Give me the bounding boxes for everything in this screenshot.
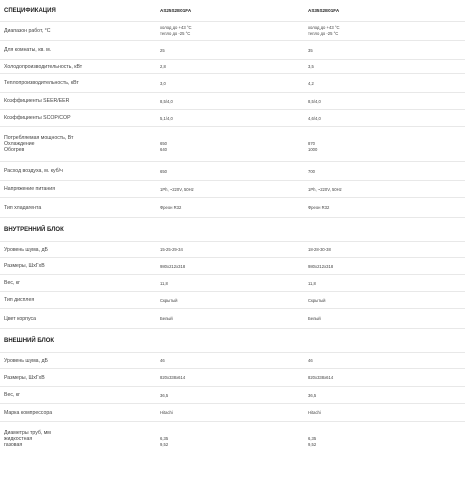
row-label: Вес, кг — [4, 392, 20, 398]
table-row — [0, 387, 465, 404]
value-line: 6,35 — [160, 436, 169, 441]
row-value-1: 1Ph, ~220V, 50Hz — [160, 186, 194, 192]
spec-title: СПЕЦИФИКАЦИЯ — [4, 7, 56, 14]
row-label: Цвет корпуса — [4, 315, 36, 322]
row-value-2: 8,5/4,0 — [308, 98, 321, 104]
row-value-2: 11,8 — [308, 280, 316, 286]
row-value-1: 25 — [160, 47, 165, 53]
row-value-1: 36,5 — [160, 392, 169, 398]
row-label — [4, 127, 144, 161]
row-value-1: 15-25-29-34 — [160, 247, 183, 252]
row-value-2: 3,5 — [308, 64, 314, 69]
row-label: Расход воздуха, м. куб/ч — [4, 168, 63, 174]
table-row — [0, 41, 465, 60]
value-line: 870 — [308, 141, 315, 146]
value-line: 6,35 — [308, 436, 317, 441]
row-value-1 — [160, 422, 300, 456]
label-line: Потребляемая мощность, Вт — [4, 135, 74, 141]
row-label: Вес, кг — [4, 280, 20, 286]
row-value-1: 650 — [160, 168, 167, 174]
model-1-name: AS25S2E01FA — [160, 8, 192, 13]
table-row — [0, 258, 465, 275]
table-row — [0, 369, 465, 387]
row-value-1: 46 — [160, 358, 165, 363]
table-row — [0, 275, 465, 292]
model-2-name: AS35S2E01FA — [308, 8, 340, 13]
row-value-2: 18-28-30-38 — [308, 247, 331, 252]
table-row — [0, 74, 465, 93]
row-value-2: 4,2 — [308, 80, 314, 86]
label-line: жидкостная — [4, 436, 33, 442]
table-row — [0, 93, 465, 110]
row-label: Тип дисплея — [4, 297, 35, 303]
table-row — [0, 22, 465, 41]
table-row — [0, 162, 465, 181]
row-label: Марка компрессора — [4, 409, 53, 416]
row-label: Коэффициенты SCOP/COP — [4, 115, 71, 121]
value-line: 650 — [160, 141, 167, 146]
row-label: Диапазон работ, °С — [4, 28, 51, 34]
label-line: Охлаждение — [4, 141, 35, 147]
row-value-2: 4,6/4,0 — [308, 115, 321, 121]
row-label: Для комнаты, кв. м. — [4, 47, 52, 53]
row-value-2 — [308, 422, 458, 456]
table-row — [0, 198, 465, 218]
row-label: Уровень шума, дБ — [4, 357, 48, 364]
row-value-1: 820x338x614 — [160, 375, 186, 380]
row-value-2: 35 — [308, 47, 313, 53]
row-value-1: 11,8 — [160, 280, 168, 286]
row-value-1: Скрытый — [160, 297, 178, 303]
row-value-2 — [308, 127, 458, 161]
row-label: Размеры, ШхГхВ — [4, 263, 45, 269]
value-line: 9,52 — [308, 442, 317, 447]
value-line: тепло до -25 °С — [308, 31, 339, 36]
row-value-1: 2,8 — [160, 64, 166, 69]
table-row — [0, 404, 465, 422]
row-value-2: 980x212x318 — [308, 263, 334, 269]
label-line: Диаметры труб, мм — [4, 430, 51, 436]
row-value-2: Hitachi — [308, 410, 321, 415]
row-value-1: 8,5/4,0 — [160, 98, 173, 104]
row-value-2 — [308, 22, 458, 40]
section-header-indoor — [0, 218, 465, 242]
section-title: ВНУТРЕННИЙ БЛОК — [4, 226, 64, 233]
row-value-2: Белый — [308, 316, 321, 321]
row-value-1: Hitachi — [160, 410, 173, 415]
value-line: 640 — [160, 147, 167, 152]
section-title: ВНЕШНИЙ БЛОК — [4, 337, 55, 344]
table-row — [0, 60, 465, 74]
section-header-outdoor — [0, 329, 465, 353]
row-label: Тип хладагента — [4, 204, 42, 211]
value-line: тепло до -25 °С — [160, 31, 191, 36]
value-line: 1000 — [308, 147, 318, 152]
row-label: Коэффициенты SEER/EER — [4, 98, 70, 104]
table-row — [0, 353, 465, 369]
value-line: холод до +43 °С — [308, 25, 340, 30]
row-label: Размеры, ШхГхВ — [4, 374, 45, 381]
row-value-2: 820x338x614 — [308, 375, 334, 380]
spec-header-row — [0, 0, 465, 22]
value-line: холод до +43 °С — [160, 25, 192, 30]
row-value-2: 36,5 — [308, 392, 317, 398]
table-row — [0, 242, 465, 258]
row-label: Холодопроизводительность, кВт — [4, 63, 83, 70]
row-value-1: Фреон R32 — [160, 205, 182, 210]
row-value-2: 46 — [308, 358, 313, 363]
row-value-1: 980x212x318 — [160, 263, 186, 269]
table-row — [0, 181, 465, 198]
row-value-2: Фреон R32 — [308, 205, 330, 210]
table-row — [0, 292, 465, 309]
table-row — [0, 127, 465, 162]
row-value-2: Скрытый — [308, 297, 326, 303]
row-value-2: 1Ph, ~220V, 50Hz — [308, 186, 342, 192]
table-row — [0, 422, 465, 456]
row-label: Напряжение питания — [4, 186, 56, 192]
row-value-1: 5,1/4,0 — [160, 115, 173, 121]
table-row — [0, 309, 465, 329]
row-value-2: 700 — [308, 168, 315, 174]
label-line: Обогрев — [4, 147, 25, 153]
label-line: газовая — [4, 442, 23, 448]
value-line: 9,52 — [160, 442, 169, 447]
row-label: Уровень шума, дБ — [4, 246, 48, 253]
row-value-1 — [160, 22, 300, 40]
row-value-1: 3,0 — [160, 80, 166, 86]
row-value-1 — [160, 127, 300, 161]
row-label: Теплопроизводительность, кВт — [4, 80, 79, 86]
table-row — [0, 110, 465, 127]
row-label — [4, 422, 144, 456]
row-value-1: Белый — [160, 316, 173, 321]
